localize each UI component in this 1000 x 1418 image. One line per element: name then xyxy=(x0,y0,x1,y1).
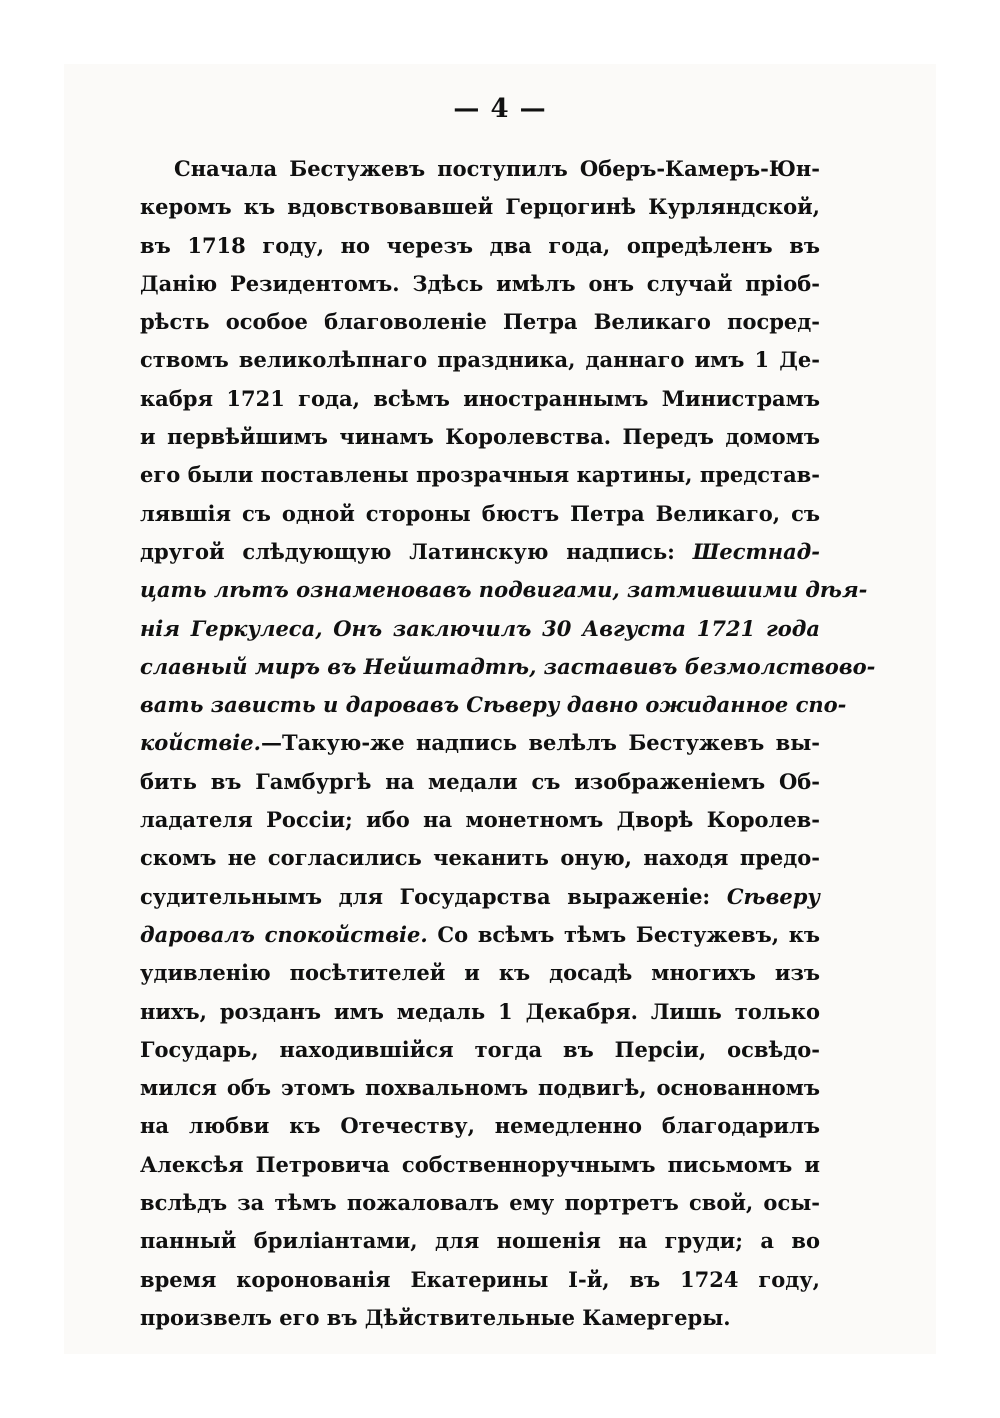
text-run: судительнымъ для Государства выраженіе: xyxy=(140,883,727,909)
text-line xyxy=(140,724,820,762)
text-line xyxy=(140,686,847,724)
text-run: кабря 1721 года, всѣмъ иностраннымъ Министрамъ xyxy=(140,385,820,411)
text-line xyxy=(140,418,820,456)
text-line xyxy=(140,610,820,648)
text-run: его были поставлены прозрачныя картины, представ- xyxy=(140,462,820,488)
text-line xyxy=(140,648,876,686)
text-run: панный бриліантами, для ношенія на груди; а во xyxy=(140,1228,820,1254)
text-run: керомъ къ вдовствовавшей Герцогинѣ Курляндской, xyxy=(140,194,820,220)
text-run: Государь, находившійся тогда въ Персіи, освѣдо- xyxy=(140,1036,820,1062)
body-paragraph xyxy=(140,150,876,1337)
text-line xyxy=(140,1031,820,1069)
text-line xyxy=(140,495,820,533)
text-line xyxy=(140,571,868,609)
text-line xyxy=(140,188,820,226)
text-line xyxy=(140,763,820,801)
text-line xyxy=(140,533,820,571)
italic-quote-run: даровалъ спокойствіе. xyxy=(140,921,428,947)
text-run: —Такую-же надпись велѣлъ Бестужевъ вы- xyxy=(260,730,820,756)
text-line xyxy=(140,265,820,303)
text-run: удивленію посѣтителей и къ досадѣ многихъ изъ xyxy=(140,960,820,986)
text-line xyxy=(140,227,820,265)
text-run: въ 1718 году, но черезъ два года, опредѣленъ въ xyxy=(140,232,820,258)
text-run: произвелъ его въ Дѣйствительные Камергеры. xyxy=(140,1304,731,1330)
text-run: Алексѣя Петровича собственноручнымъ письмомъ и xyxy=(140,1151,820,1177)
text-run: ладателя Россіи; ибо на монетномъ Дворѣ Королев- xyxy=(140,807,820,833)
text-line xyxy=(140,878,820,916)
text-line xyxy=(140,341,820,379)
italic-quote-run: нія Геркулеса, Онъ заключилъ 30 Августа 1721 года xyxy=(140,615,820,641)
page-number: — 4 — xyxy=(453,94,547,124)
text-run: время коронованія Екатерины I-й, въ 1724 году, xyxy=(140,1266,820,1292)
italic-quote-run: вать зависть и даровавъ Сѣверу давно ожиданное спо- xyxy=(140,692,847,718)
text-line xyxy=(140,954,820,992)
text-line xyxy=(140,839,820,877)
text-run: вслѣдъ за тѣмъ пожаловалъ ему портретъ свой, осы- xyxy=(140,1190,820,1216)
text-line xyxy=(140,456,820,494)
text-line xyxy=(140,1299,820,1337)
text-line xyxy=(140,303,820,341)
italic-quote-run: славный миръ въ Нейштадтѣ, заставивъ безмолствово- xyxy=(140,653,876,679)
italic-quote-run: койствіе. xyxy=(140,730,261,756)
text-line xyxy=(140,1107,820,1145)
text-run: и первѣйшимъ чинамъ Королевства. Передъ домомъ xyxy=(140,424,820,450)
text-line xyxy=(140,1146,820,1184)
text-run: рѣсть особое благоволеніе Петра Великаго посред- xyxy=(140,309,820,335)
text-run: нихъ, розданъ имъ медаль 1 Декабря. Лишь только xyxy=(140,998,820,1024)
italic-quote-run: Шестнад- xyxy=(692,538,820,564)
text-run: Данію Резидентомъ. Здѣсь имѣлъ онъ случай пріоб- xyxy=(140,270,820,296)
text-run: на любви къ Отечеству, немедленно благодарилъ xyxy=(140,1113,820,1139)
text-run: Сначала Бестужевъ поступилъ Оберъ-Камеръ-Юн- xyxy=(174,156,820,181)
text-run: мился объ этомъ похвальномъ подвигѣ, основанномъ xyxy=(140,1075,820,1101)
text-run: лявшія съ одной стороны бюстъ Петра Великаго, съ xyxy=(140,500,820,526)
text-line xyxy=(140,993,820,1031)
text-line xyxy=(140,1222,820,1260)
text-line xyxy=(140,1261,820,1299)
text-run: скомъ не согласились чеканить оную, находя предо- xyxy=(140,845,820,871)
text-line xyxy=(140,916,820,954)
text-line xyxy=(140,150,820,188)
text-run: другой слѣдующую Латинскую надпись: xyxy=(140,538,693,564)
text-line xyxy=(140,801,820,839)
italic-quote-run: Сѣверу xyxy=(726,883,820,909)
text-run: Со всѣмъ тѣмъ Бестужевъ, къ xyxy=(427,921,820,947)
text-line xyxy=(140,1184,820,1222)
italic-quote-run: цать лѣтъ ознаменовавъ подвигами, затмившими дѣя- xyxy=(140,577,868,603)
text-line xyxy=(140,1069,820,1107)
text-run: бить въ Гамбургѣ на медали съ изображеніемъ Об- xyxy=(140,768,820,794)
text-line xyxy=(140,380,820,418)
text-run: ствомъ великолѣпнаго праздника, даннаго имъ 1 Де- xyxy=(140,347,820,373)
